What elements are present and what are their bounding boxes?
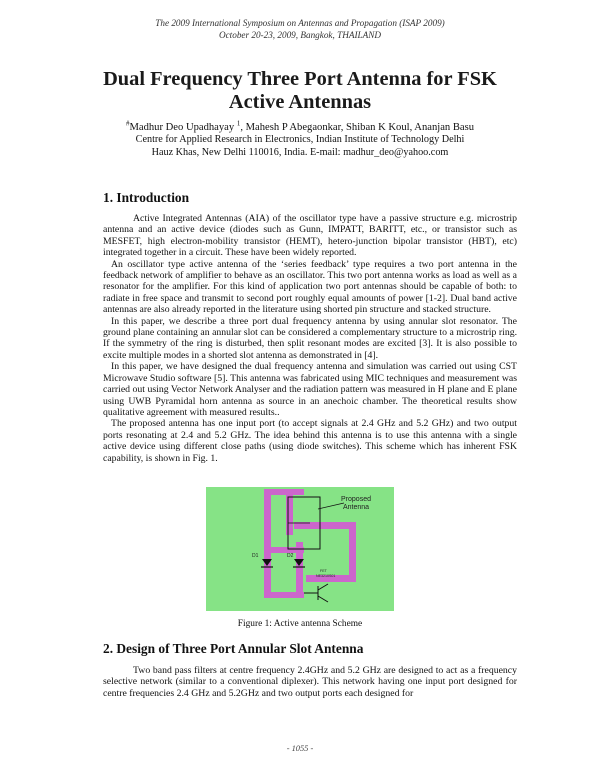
header-line-2: October 20-23, 2009, Bangkok, THAILAND (218, 29, 382, 40)
label-proposed: Proposed (341, 496, 371, 503)
conference-header (0, 18, 600, 41)
trace-antenna-feed (286, 495, 293, 535)
introduction-body (103, 213, 517, 464)
title-line-1: Dual Frequency Three Port Antenna for FSK (103, 68, 497, 90)
section-heading-design: 2. Design of Three Port Annular Slot Antenna (103, 641, 364, 656)
label-fet-part: NE3210S01 (316, 574, 336, 578)
trace-bottom-left (264, 592, 304, 598)
intro-paragraph-4: In this paper, we have designed the dual frequency antenna and simulation was carried out using CST Microwave Studio software [5]. This antenna was fabricated using MIC techniques and measurement was carried out using Vector Network Analyser and the radiation pattern was measured in H plane and E plane using UWB Pyramidal horn antenna as source in an anechoic chamber. The theoretical results show qualitative agreement with measured results.. (103, 361, 517, 418)
trace-right-vertical (349, 522, 356, 582)
intro-paragraph-5: The proposed antenna has one input port (to accept signals at 2.4 GHz and 5.2 GHz) and two output ports resonating at 2.4 and 5.2 GHz. The idea behind this antenna is to use this antenna with a single active device using different close paths (using diode switches). This scheme which has inherent FSK capability, is shown in Fig. 1. (103, 418, 517, 464)
affiliation-line-1: Centre for Applied Research in Electronics, Indian Institute of Technology Delhi (135, 134, 465, 145)
affiliation-line-2: Hauz Khas, New Delhi 110016, India. E-mail: madhur_deo@yahoo.com (151, 146, 449, 158)
label-fet: FET (320, 569, 327, 573)
label-d2: D2 (287, 553, 294, 559)
corresponding-marker: # (125, 119, 130, 128)
affiliation (60, 134, 540, 159)
section-heading-introduction: 1. Introduction (103, 190, 190, 205)
figure-1-active-antenna-scheme (206, 487, 394, 611)
design-body (103, 665, 517, 699)
intro-paragraph-2: An oscillator type active antenna of the ‘series feedback’ type requires a two port antenna in the feedback network of amplifier to behave as an oscillator. This two port antenna works as load as well as a resonator for the amplifier. For this kind of application two port antennas should be capable of both: to radiate in free space and transmit to second port roughly equal amounts of power [1-2]. Dual band active antennas are also already reported in the literature using shorted pin structure and stacked structure. (103, 258, 517, 316)
figure-1-diagram (206, 487, 394, 611)
intro-paragraph-1: Active Integrated Antennas (AIA) of the oscillator type have a passive structure e.g. microstrip antenna and an active device (diodes such as Gunn, IMPATT, BARITT, etc., or transistor such as MESFET, high electron-mobility transistor (HEMT), hetero-junction bipolar transistor (HBT), etc) integrated together in a circuit. These have been widely reported. (103, 213, 517, 259)
design-paragraph-1: Two band pass filters at centre frequency 2.4GHz and 5.2 GHz are designed to act as a frequency selective network (similar to a conventional diplexer). This network having one input port designed for centre frequencies 2.4 GHz and 5.2GHz and two output ports each designed for (103, 665, 517, 699)
trace-center-horizontal (264, 547, 304, 553)
page-number: - 1055 - (286, 744, 314, 753)
figure-1-caption: Figure 1: Active antenna Scheme (237, 619, 363, 629)
trace-left-vertical (264, 519, 271, 597)
other-authors: , Mahesh P Abegaonkar, Shiban K Koul, Ananjan Basu (240, 122, 475, 133)
trace-top (264, 489, 304, 495)
first-author-affil-sup: 1 (236, 119, 241, 128)
header-line-1: The 2009 International Symposium on Antennas and Propagation (ISAP 2009) (155, 18, 445, 28)
author-list (60, 121, 540, 134)
label-antenna: Antenna (342, 504, 370, 511)
paper-title (60, 68, 540, 113)
label-d1: D1 (252, 553, 259, 559)
first-author: Madhur Deo Upadhayay (129, 122, 235, 133)
title-line-2: Active Antennas (228, 90, 372, 113)
intro-paragraph-3: In this paper, we describe a three port dual frequency antenna by using annular slot resonator. The ground plane containing an annular slot can be considered a complementary structure to a microstrip ring. If the symmetry of the ring is disturbed, then split resonant modes are excited [3]. It is also possible to excite multiple modes in a shorted slot antenna as demonstrated in [4]. (103, 315, 517, 361)
